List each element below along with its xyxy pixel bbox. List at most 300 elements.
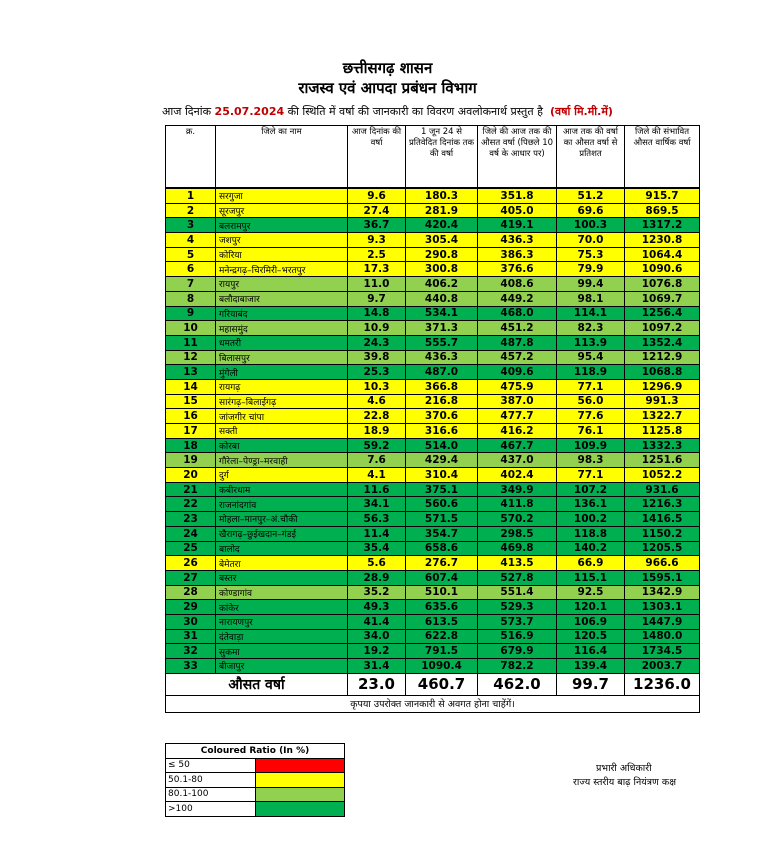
row-district-name: बालोद (216, 541, 348, 556)
row-serial: 32 (166, 644, 216, 659)
col-header-today: आज दिनांक की वर्षा (348, 126, 406, 188)
row-percent: 56.0 (557, 394, 625, 409)
table-row (166, 203, 700, 218)
row-district-name: बलौदाबाजार (216, 291, 348, 306)
row-today-rain: 49.3 (348, 600, 406, 615)
unit-note: (वर्षा मि.मी.में) (549, 105, 613, 118)
row-district-name: जशपुर (216, 233, 348, 248)
average-avg-to-date: 462.0 (478, 673, 557, 695)
table-row (166, 277, 700, 292)
row-since-june-rain: 560.6 (406, 497, 478, 512)
row-today-rain: 19.2 (348, 644, 406, 659)
row-district-name: दुर्ग (216, 468, 348, 483)
table-row (166, 644, 700, 659)
row-since-june-rain: 429.4 (406, 453, 478, 468)
row-serial: 31 (166, 629, 216, 644)
row-serial: 9 (166, 306, 216, 321)
row-district-name: गौरेला–पेण्ड्रा–मरवाही (216, 453, 348, 468)
table-row (166, 321, 700, 336)
row-avg-to-date: 405.0 (478, 203, 557, 218)
row-since-june-rain: 791.5 (406, 644, 478, 659)
row-annual-avg: 1097.2 (625, 321, 700, 336)
table-row (166, 659, 700, 674)
row-annual-avg: 869.5 (625, 203, 700, 218)
average-annual: 1236.0 (625, 673, 700, 695)
row-today-rain: 22.8 (348, 409, 406, 424)
col-header-annual: जिले की संभावित औसत वार्षिक वर्षा (625, 126, 700, 188)
row-annual-avg: 991.3 (625, 394, 700, 409)
rainfall-table (165, 125, 700, 713)
row-district-name: कबीरधाम (216, 482, 348, 497)
row-annual-avg: 1416.5 (625, 512, 700, 527)
row-avg-to-date: 436.3 (478, 233, 557, 248)
row-avg-to-date: 782.2 (478, 659, 557, 674)
row-serial: 13 (166, 365, 216, 380)
row-today-rain: 11.0 (348, 277, 406, 292)
table-row (166, 585, 700, 600)
table-row (166, 335, 700, 350)
row-today-rain: 59.2 (348, 438, 406, 453)
row-annual-avg: 1216.3 (625, 497, 700, 512)
row-avg-to-date: 408.6 (478, 277, 557, 292)
row-serial: 19 (166, 453, 216, 468)
row-avg-to-date: 298.5 (478, 526, 557, 541)
row-serial: 27 (166, 570, 216, 585)
table-row (166, 614, 700, 629)
row-avg-to-date: 351.8 (478, 189, 557, 204)
legend-swatch-yellow (255, 773, 345, 788)
row-since-june-rain: 316.6 (406, 424, 478, 439)
row-avg-to-date: 487.8 (478, 335, 557, 350)
row-percent: 66.9 (557, 556, 625, 571)
row-serial: 12 (166, 350, 216, 365)
row-serial: 7 (166, 277, 216, 292)
row-percent: 77.6 (557, 409, 625, 424)
row-since-june-rain: 534.1 (406, 306, 478, 321)
row-since-june-rain: 354.7 (406, 526, 478, 541)
row-today-rain: 9.7 (348, 291, 406, 306)
row-annual-avg: 1251.6 (625, 453, 700, 468)
table-row (166, 409, 700, 424)
row-today-rain: 4.6 (348, 394, 406, 409)
row-annual-avg: 1090.6 (625, 262, 700, 277)
row-district-name: राजनांदगांव (216, 497, 348, 512)
row-serial: 6 (166, 262, 216, 277)
row-percent: 115.1 (557, 570, 625, 585)
row-since-june-rain: 290.8 (406, 247, 478, 262)
row-serial: 20 (166, 468, 216, 483)
row-percent: 100.3 (557, 218, 625, 233)
row-today-rain: 27.4 (348, 203, 406, 218)
legend-swatch-light-green (255, 787, 345, 802)
row-today-rain: 34.0 (348, 629, 406, 644)
row-annual-avg: 1734.5 (625, 644, 700, 659)
legend-swatch-green (255, 802, 345, 817)
table-row (166, 189, 700, 204)
row-annual-avg: 1332.3 (625, 438, 700, 453)
row-percent: 69.6 (557, 203, 625, 218)
row-avg-to-date: 376.6 (478, 262, 557, 277)
row-annual-avg: 1052.2 (625, 468, 700, 483)
row-avg-to-date: 349.9 (478, 482, 557, 497)
row-annual-avg: 1595.1 (625, 570, 700, 585)
row-district-name: मुंगेली (216, 365, 348, 380)
table-row (166, 350, 700, 365)
row-percent: 82.3 (557, 321, 625, 336)
row-today-rain: 14.8 (348, 306, 406, 321)
row-percent: 118.9 (557, 365, 625, 380)
row-serial: 5 (166, 247, 216, 262)
row-percent: 140.2 (557, 541, 625, 556)
row-since-june-rain: 436.3 (406, 350, 478, 365)
average-today: 23.0 (348, 673, 406, 695)
row-serial: 14 (166, 379, 216, 394)
row-today-rain: 34.1 (348, 497, 406, 512)
row-serial: 11 (166, 335, 216, 350)
row-today-rain: 18.9 (348, 424, 406, 439)
row-today-rain: 2.5 (348, 247, 406, 262)
row-annual-avg: 1447.9 (625, 614, 700, 629)
row-today-rain: 56.3 (348, 512, 406, 527)
row-serial: 26 (166, 556, 216, 571)
row-district-name: मोहला–मानपुर–अं.चौकी (216, 512, 348, 527)
row-district-name: मनेन्द्रगढ़–चिरमिरी–भरतपुर (216, 262, 348, 277)
row-today-rain: 11.4 (348, 526, 406, 541)
row-annual-avg: 1230.8 (625, 233, 700, 248)
row-district-name: खैरागढ़–छुईखदान–गंडई (216, 526, 348, 541)
table-row (166, 629, 700, 644)
row-serial: 33 (166, 659, 216, 674)
row-annual-avg: 1064.4 (625, 247, 700, 262)
row-serial: 2 (166, 203, 216, 218)
row-today-rain: 17.3 (348, 262, 406, 277)
row-avg-to-date: 469.8 (478, 541, 557, 556)
row-avg-to-date: 409.6 (478, 365, 557, 380)
row-today-rain: 7.6 (348, 453, 406, 468)
note-row (166, 695, 700, 712)
row-district-name: बिलासपुर (216, 350, 348, 365)
row-avg-to-date: 457.2 (478, 350, 557, 365)
col-header-since-june: 1 जून 24 से प्रतिवेदित दिनांक तक की वर्षा (406, 126, 478, 188)
row-percent: 99.4 (557, 277, 625, 292)
row-annual-avg: 1212.9 (625, 350, 700, 365)
row-district-name: रायगढ़ (216, 379, 348, 394)
row-avg-to-date: 477.7 (478, 409, 557, 424)
row-since-june-rain: 440.8 (406, 291, 478, 306)
table-row (166, 453, 700, 468)
row-avg-to-date: 516.9 (478, 629, 557, 644)
row-annual-avg: 1076.8 (625, 277, 700, 292)
legend-label: 50.1-80 (166, 773, 256, 788)
row-avg-to-date: 449.2 (478, 291, 557, 306)
row-annual-avg: 931.6 (625, 482, 700, 497)
table-row (166, 468, 700, 483)
row-district-name: धमतरी (216, 335, 348, 350)
row-annual-avg: 1303.1 (625, 600, 700, 615)
row-since-june-rain: 635.6 (406, 600, 478, 615)
row-since-june-rain: 514.0 (406, 438, 478, 453)
row-district-name: गरियाबंद (216, 306, 348, 321)
row-avg-to-date: 386.3 (478, 247, 557, 262)
row-since-june-rain: 300.8 (406, 262, 478, 277)
table-row (166, 541, 700, 556)
row-percent: 109.9 (557, 438, 625, 453)
table-row (166, 570, 700, 585)
table-row (166, 262, 700, 277)
subtitle-prefix: आज दिनांक (162, 105, 212, 118)
row-annual-avg: 1125.8 (625, 424, 700, 439)
table-row (166, 482, 700, 497)
legend-item (166, 802, 345, 817)
row-percent: 116.4 (557, 644, 625, 659)
row-percent: 76.1 (557, 424, 625, 439)
table-row (166, 556, 700, 571)
row-today-rain: 9.3 (348, 233, 406, 248)
row-annual-avg: 1256.4 (625, 306, 700, 321)
row-since-june-rain: 1090.4 (406, 659, 478, 674)
row-serial: 3 (166, 218, 216, 233)
row-annual-avg: 1296.9 (625, 379, 700, 394)
row-serial: 21 (166, 482, 216, 497)
row-serial: 24 (166, 526, 216, 541)
row-annual-avg: 1480.0 (625, 629, 700, 644)
row-district-name: सूरजपुर (216, 203, 348, 218)
row-today-rain: 36.7 (348, 218, 406, 233)
legend-swatch-red (255, 758, 345, 773)
row-since-june-rain: 571.5 (406, 512, 478, 527)
row-since-june-rain: 371.3 (406, 321, 478, 336)
row-today-rain: 10.3 (348, 379, 406, 394)
col-header-avg-to-date: जिले की आज तक की औसत वर्षा (पिछले 10 वर्ष के आधार पर) (478, 126, 557, 188)
row-since-june-rain: 276.7 (406, 556, 478, 571)
row-since-june-rain: 406.2 (406, 277, 478, 292)
row-percent: 79.9 (557, 262, 625, 277)
color-legend (165, 743, 345, 817)
legend-item (166, 773, 345, 788)
row-annual-avg: 1205.5 (625, 541, 700, 556)
row-district-name: रायपुर (216, 277, 348, 292)
row-today-rain: 25.3 (348, 365, 406, 380)
row-today-rain: 10.9 (348, 321, 406, 336)
row-percent: 120.1 (557, 600, 625, 615)
row-today-rain: 4.1 (348, 468, 406, 483)
row-percent: 95.4 (557, 350, 625, 365)
row-avg-to-date: 475.9 (478, 379, 557, 394)
row-serial: 25 (166, 541, 216, 556)
row-since-june-rain: 305.4 (406, 233, 478, 248)
row-percent: 118.8 (557, 526, 625, 541)
average-since-june: 460.7 (406, 673, 478, 695)
row-today-rain: 11.6 (348, 482, 406, 497)
row-since-june-rain: 366.8 (406, 379, 478, 394)
legend-title: Coloured Ratio (In %) (166, 744, 345, 759)
row-today-rain: 39.8 (348, 350, 406, 365)
subtitle-middle: की स्थिति में वर्षा की जानकारी का विवरण अवलोकनार्थ प्रस्तुत है (287, 105, 543, 118)
row-district-name: सक्ती (216, 424, 348, 439)
row-percent: 98.1 (557, 291, 625, 306)
row-percent: 120.5 (557, 629, 625, 644)
row-annual-avg: 1150.2 (625, 526, 700, 541)
row-district-name: कांकेर (216, 600, 348, 615)
row-today-rain: 35.4 (348, 541, 406, 556)
row-serial: 10 (166, 321, 216, 336)
row-since-june-rain: 555.7 (406, 335, 478, 350)
row-percent: 51.2 (557, 189, 625, 204)
row-today-rain: 31.4 (348, 659, 406, 674)
row-percent: 114.1 (557, 306, 625, 321)
table-row (166, 526, 700, 541)
row-since-june-rain: 370.6 (406, 409, 478, 424)
report-subtitle (0, 104, 775, 119)
row-today-rain: 28.9 (348, 570, 406, 585)
row-district-name: नारायणपुर (216, 614, 348, 629)
row-percent: 77.1 (557, 379, 625, 394)
row-since-june-rain: 487.0 (406, 365, 478, 380)
row-serial: 17 (166, 424, 216, 439)
row-percent: 106.9 (557, 614, 625, 629)
row-avg-to-date: 529.3 (478, 600, 557, 615)
average-percent: 99.7 (557, 673, 625, 695)
signature-title: प्रभारी अधिकारी (596, 763, 652, 774)
row-district-name: बस्तर (216, 570, 348, 585)
row-annual-avg: 1342.9 (625, 585, 700, 600)
row-annual-avg: 915.7 (625, 189, 700, 204)
row-avg-to-date: 416.2 (478, 424, 557, 439)
row-today-rain: 41.4 (348, 614, 406, 629)
row-avg-to-date: 437.0 (478, 453, 557, 468)
legend-label: ≤ 50 (166, 758, 256, 773)
row-annual-avg: 1317.2 (625, 218, 700, 233)
row-district-name: बलरामपुर (216, 218, 348, 233)
row-serial: 22 (166, 497, 216, 512)
row-annual-avg: 1352.4 (625, 335, 700, 350)
row-percent: 92.5 (557, 585, 625, 600)
row-percent: 113.9 (557, 335, 625, 350)
col-header-district: जिले का नाम (216, 126, 348, 188)
row-district-name: महासमुंद (216, 321, 348, 336)
row-since-june-rain: 216.8 (406, 394, 478, 409)
row-percent: 70.0 (557, 233, 625, 248)
row-avg-to-date: 419.1 (478, 218, 557, 233)
table-row (166, 379, 700, 394)
row-today-rain: 35.2 (348, 585, 406, 600)
row-district-name: कोण्डागांव (216, 585, 348, 600)
row-district-name: कोरबा (216, 438, 348, 453)
table-header-row (166, 126, 700, 188)
row-percent: 136.1 (557, 497, 625, 512)
row-annual-avg: 966.6 (625, 556, 700, 571)
legend-title-row (166, 744, 345, 759)
row-percent: 107.2 (557, 482, 625, 497)
legend-item (166, 758, 345, 773)
row-percent: 77.1 (557, 468, 625, 483)
row-avg-to-date: 402.4 (478, 468, 557, 483)
row-since-june-rain: 613.5 (406, 614, 478, 629)
row-serial: 29 (166, 600, 216, 615)
row-avg-to-date: 451.2 (478, 321, 557, 336)
legend-label: >100 (166, 802, 256, 817)
row-serial: 23 (166, 512, 216, 527)
row-since-june-rain: 180.3 (406, 189, 478, 204)
row-today-rain: 5.6 (348, 556, 406, 571)
signature-office: राज्य स्तरीय बाढ़ नियंत्रण कक्ष (573, 777, 677, 788)
row-serial: 16 (166, 409, 216, 424)
department-title: राजस्व एवं आपदा प्रबंधन विभाग (298, 79, 477, 97)
govt-title: छत्तीसगढ़ शासन (342, 59, 433, 77)
table-row (166, 600, 700, 615)
row-annual-avg: 1322.7 (625, 409, 700, 424)
report-date: 25.07.2024 (214, 105, 285, 118)
table-row (166, 497, 700, 512)
row-serial: 30 (166, 614, 216, 629)
table-row (166, 233, 700, 248)
row-since-june-rain: 375.1 (406, 482, 478, 497)
row-percent: 98.3 (557, 453, 625, 468)
row-district-name: बीजापुर (216, 659, 348, 674)
row-since-june-rain: 607.4 (406, 570, 478, 585)
row-serial: 4 (166, 233, 216, 248)
row-annual-avg: 2003.7 (625, 659, 700, 674)
row-percent: 139.4 (557, 659, 625, 674)
row-serial: 1 (166, 189, 216, 204)
average-row (166, 673, 700, 695)
row-avg-to-date: 411.8 (478, 497, 557, 512)
row-avg-to-date: 527.8 (478, 570, 557, 585)
row-today-rain: 9.6 (348, 189, 406, 204)
row-avg-to-date: 551.4 (478, 585, 557, 600)
row-since-june-rain: 420.4 (406, 218, 478, 233)
row-district-name: कोरिया (216, 247, 348, 262)
row-since-june-rain: 658.6 (406, 541, 478, 556)
average-label: औसत वर्षा (166, 673, 348, 695)
table-row (166, 291, 700, 306)
row-today-rain: 24.3 (348, 335, 406, 350)
table-row (166, 512, 700, 527)
row-serial: 15 (166, 394, 216, 409)
table-row (166, 365, 700, 380)
table-row (166, 394, 700, 409)
row-district-name: सारंगढ़–बिलाईगढ़ (216, 394, 348, 409)
legend-label: 80.1-100 (166, 787, 256, 802)
table-row (166, 218, 700, 233)
legend-item (166, 787, 345, 802)
row-avg-to-date: 570.2 (478, 512, 557, 527)
row-avg-to-date: 679.9 (478, 644, 557, 659)
row-since-june-rain: 281.9 (406, 203, 478, 218)
row-district-name: सुकमा (216, 644, 348, 659)
row-avg-to-date: 467.7 (478, 438, 557, 453)
table-row (166, 424, 700, 439)
row-avg-to-date: 387.0 (478, 394, 557, 409)
table-row (166, 438, 700, 453)
row-serial: 28 (166, 585, 216, 600)
col-header-percent: आज तक की वर्षा का औसत वर्षा से प्रतिशत (557, 126, 625, 188)
row-annual-avg: 1068.8 (625, 365, 700, 380)
col-header-sn: क्र. (166, 126, 216, 188)
row-annual-avg: 1069.7 (625, 291, 700, 306)
row-percent: 100.2 (557, 512, 625, 527)
table-row (166, 306, 700, 321)
row-district-name: सरगुजा (216, 189, 348, 204)
table-row (166, 247, 700, 262)
row-percent: 75.3 (557, 247, 625, 262)
row-serial: 8 (166, 291, 216, 306)
row-since-june-rain: 510.1 (406, 585, 478, 600)
row-since-june-rain: 310.4 (406, 468, 478, 483)
row-district-name: जांजगीर चांपा (216, 409, 348, 424)
row-avg-to-date: 413.5 (478, 556, 557, 571)
row-since-june-rain: 622.8 (406, 629, 478, 644)
